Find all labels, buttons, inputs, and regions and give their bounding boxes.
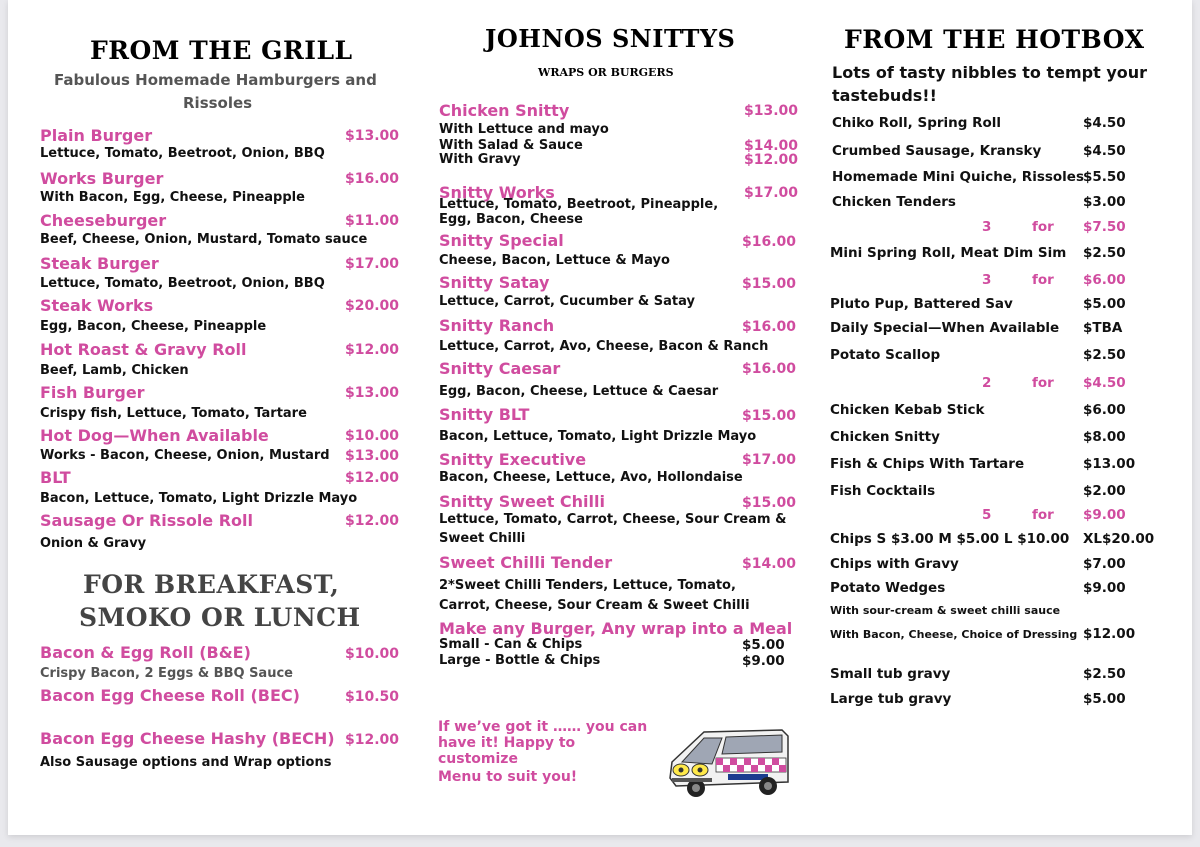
hotbox-item-name: Small tub gravy — [830, 666, 951, 682]
hotbox-item-name: Daily Special—When Available — [830, 320, 1060, 336]
menu-item-name: Bacon Egg Cheese Roll (BEC) — [40, 686, 300, 705]
menu-item-price: $12.00 — [345, 513, 400, 529]
hotbox-item-price: $2.00 — [1083, 483, 1126, 499]
hotbox-item-price: $4.50 — [1083, 115, 1126, 131]
hotbox-item-price: $6.00 — [1083, 402, 1126, 418]
deal-qty: 2 — [982, 375, 992, 391]
deal-word: for — [1032, 272, 1054, 288]
hotbox-item-price: $13.00 — [1083, 456, 1136, 472]
menu-item-name: Chicken Snitty — [439, 101, 570, 120]
menu-item-price: $17.00 — [742, 452, 797, 468]
menu-item-price: $10.50 — [345, 689, 400, 705]
menu-item-price: $12.00 — [345, 470, 400, 486]
hotbox-item-name: Chips with Gravy — [830, 556, 959, 572]
hotbox-item-price: $9.00 — [1083, 580, 1126, 596]
menu-item-name: BLT — [40, 468, 71, 487]
menu-sheet — [8, 0, 1192, 835]
meal-small-price: $5.00 — [742, 637, 785, 653]
customize-note-line1: If we’ve got it …… you can — [438, 719, 648, 735]
hotbox-item-name: Fish Cocktails — [830, 483, 936, 499]
menu-item-name: Steak Burger — [40, 254, 159, 273]
hotbox-item-name: Chiko Roll, Spring Roll — [832, 115, 1002, 131]
menu-item-desc: Crispy Bacon, 2 Eggs & BBQ Sauce — [40, 666, 293, 681]
menu-item-desc: Beef, Cheese, Onion, Mustard, Tomato sauce — [40, 232, 368, 247]
meal-large: Large - Bottle & Chips — [439, 653, 601, 668]
menu-item-desc: Egg, Bacon, Cheese — [439, 212, 583, 227]
menu-item-price: $13.00 — [345, 128, 400, 144]
menu-item-price: $16.00 — [742, 361, 797, 377]
hotbox-item-name: Chips S $3.00 M $5.00 L $10.00 — [830, 531, 1070, 547]
hotbox-item-price: $7.00 — [1083, 556, 1126, 572]
hotbox-item-price: XL$20.00 — [1083, 531, 1155, 547]
menu-item-desc: 2*Sweet Chilli Tenders, Lettuce, Tomato, — [439, 578, 736, 593]
hotbox-intro — [832, 61, 1162, 107]
menu-item-price: $17.00 — [744, 185, 799, 201]
menu-item-desc: Beef, Lamb, Chicken — [40, 363, 189, 378]
deal-word: for — [1032, 219, 1054, 235]
hotbox-item-name: Potato Scallop — [830, 347, 941, 363]
breakfast-title-line2: SMOKO OR LUNCH — [79, 603, 361, 632]
menu-item-price: $13.00 — [345, 385, 400, 401]
menu-item-name: Cheeseburger — [40, 211, 167, 230]
meal-small: Small - Can & Chips — [439, 637, 583, 652]
menu-item-price: $16.00 — [345, 171, 400, 187]
menu-item-desc: Onion & Gravy — [40, 536, 147, 551]
menu-item-desc: Lettuce, Tomato, Beetroot, Pineapple, — [439, 197, 719, 212]
hotbox-item-name: Chicken Snitty — [830, 429, 940, 445]
hotbox-item-price: $2.50 — [1083, 245, 1126, 261]
grill-title: FROM THE GRILL — [90, 36, 353, 65]
deal-price: $4.50 — [1083, 375, 1126, 391]
meal-title: Make any Burger, Any wrap into a Meal — [439, 619, 793, 638]
deal-word: for — [1032, 375, 1054, 391]
menu-item-desc: Also Sausage options and Wrap options — [40, 755, 332, 770]
deal-qty: 3 — [982, 219, 992, 235]
menu-item-desc: Lettuce, Tomato, Beetroot, Onion, BBQ — [40, 276, 325, 291]
hotbox-item-price: $TBA — [1083, 320, 1123, 336]
menu-item-desc: Bacon, Cheese, Lettuce, Avo, Hollondaise — [439, 470, 743, 485]
hotbox-item-price: $4.50 — [1083, 143, 1126, 159]
deal-qty: 3 — [982, 272, 992, 288]
menu-item-desc: With Lettuce and mayo — [439, 122, 609, 137]
menu-item-desc: With Bacon, Egg, Cheese, Pineapple — [40, 190, 305, 205]
menu-item-name: Plain Burger — [40, 126, 153, 145]
hotbox-item-name: With Bacon, Cheese, Choice of Dressing — [830, 628, 1078, 641]
menu-item-price: $20.00 — [345, 298, 400, 314]
menu-item-price: $15.00 — [742, 408, 797, 424]
hotbox-item-price: $8.00 — [1083, 429, 1126, 445]
breakfast-title-line1: FOR BREAKFAST, — [83, 570, 340, 599]
menu-item-desc: Carrot, Cheese, Sour Cream & Sweet Chilli — [439, 598, 750, 613]
menu-item-price: $12.00 — [345, 732, 400, 748]
hotbox-item-name: Homemade Mini Quiche, Rissoles — [832, 169, 1084, 185]
hotbox-item-price: $2.50 — [1083, 666, 1126, 682]
menu-item-price: $15.00 — [742, 495, 797, 511]
menu-item-desc: Crispy fish, Lettuce, Tomato, Tartare — [40, 406, 307, 421]
menu-item-price: $12.00 — [744, 152, 799, 168]
menu-item-price: $15.00 — [742, 276, 797, 292]
menu-item-name: Snitty Works — [439, 183, 555, 202]
menu-item-price: $16.00 — [742, 234, 797, 250]
menu-item-name: Snitty Ranch — [439, 316, 555, 335]
menu-item-price: $13.00 — [345, 448, 400, 464]
menu-item-price: $11.00 — [345, 213, 400, 229]
menu-item-price: $13.00 — [744, 103, 799, 119]
menu-item-name: Hot Roast & Gravy Roll — [40, 340, 247, 359]
deal-qty: 5 — [982, 507, 992, 523]
menu-item-price: $12.00 — [345, 342, 400, 358]
menu-item-name: Snitty Satay — [439, 273, 550, 292]
hotbox-item-name: Potato Wedges — [830, 580, 946, 596]
menu-item-name: Fish Burger — [40, 383, 145, 402]
menu-item-desc: Sweet Chilli — [439, 531, 526, 546]
hotbox-item-name: Chicken Kebab Stick — [830, 402, 985, 418]
hotbox-item-price: $2.50 — [1083, 347, 1126, 363]
deal-price: $7.50 — [1083, 219, 1126, 235]
hotbox-item-name: Chicken Tenders — [832, 194, 956, 210]
menu-item-price: $10.00 — [345, 646, 400, 662]
meal-large-price: $9.00 — [742, 653, 785, 669]
menu-item-price: $16.00 — [742, 319, 797, 335]
menu-item-desc: Works - Bacon, Cheese, Onion, Mustard — [40, 448, 330, 463]
hotbox-item-price: $5.50 — [1083, 169, 1126, 185]
hotbox-item-price: $5.00 — [1083, 296, 1126, 312]
menu-item-name: Snitty Special — [439, 231, 564, 250]
hotbox-item-price: $3.00 — [1083, 194, 1126, 210]
menu-item-desc: Egg, Bacon, Cheese, Lettuce & Caesar — [439, 384, 719, 399]
hotbox-intro-line2: tastebuds!! — [832, 86, 937, 105]
snittys-subtitle: WRAPS OR BURGERS — [538, 66, 674, 79]
deal-word: for — [1032, 507, 1054, 523]
customize-note — [438, 719, 668, 785]
menu-item-desc: Lettuce, Tomato, Carrot, Cheese, Sour Cream & — [439, 512, 787, 527]
snittys-title: JOHNOS SNITTYS — [485, 24, 736, 53]
menu-item-name: Sausage Or Rissole Roll — [40, 511, 253, 530]
menu-item-desc: Bacon, Lettuce, Tomato, Light Drizzle Mayo — [40, 491, 358, 506]
menu-item-name: Bacon Egg Cheese Hashy (BECH) — [40, 729, 335, 748]
menu-item-desc: Cheese, Bacon, Lettuce & Mayo — [439, 253, 670, 268]
menu-item-name: Sweet Chilli Tender — [439, 553, 613, 572]
menu-item-name: Snitty Caesar — [439, 359, 561, 378]
menu-item-name: Works Burger — [40, 169, 164, 188]
hotbox-item-price: $5.00 — [1083, 691, 1126, 707]
menu-item-price: $17.00 — [345, 256, 400, 272]
hotbox-item-name: Mini Spring Roll, Meat Dim Sim — [830, 245, 1067, 261]
deal-price: $9.00 — [1083, 507, 1126, 523]
menu-item-name: Steak Works — [40, 296, 154, 315]
hotbox-item-name: Crumbed Sausage, Kransky — [832, 143, 1042, 159]
customize-note-line4: Menu to suit you! — [438, 769, 578, 785]
hotbox-item-name: Fish & Chips With Tartare — [830, 456, 1025, 472]
menu-item-price: $14.00 — [742, 556, 797, 572]
menu-item-desc: With Salad & Sauce — [439, 138, 583, 153]
hotbox-item-name: With sour-cream & sweet chilli sauce — [830, 604, 1061, 617]
menu-item-desc: Egg, Bacon, Cheese, Pineapple — [40, 319, 267, 334]
menu-item-price: $10.00 — [345, 428, 400, 444]
hotbox-title: FROM THE HOTBOX — [844, 25, 1145, 54]
customize-note-line2: have it! Happy to — [438, 735, 576, 751]
menu-item-desc: Lettuce, Tomato, Beetroot, Onion, BBQ — [40, 146, 325, 161]
menu-item-name: Snitty BLT — [439, 405, 530, 424]
hotbox-item-name: Pluto Pup, Battered Sav — [830, 296, 1013, 312]
hotbox-item-price: $12.00 — [1083, 626, 1136, 642]
menu-item-desc: Lettuce, Carrot, Cucumber & Satay — [439, 294, 695, 309]
menu-item-desc: With Gravy — [439, 152, 521, 167]
menu-item-desc: Bacon, Lettuce, Tomato, Light Drizzle Mayo — [439, 429, 757, 444]
menu-item-name: Bacon & Egg Roll (B&E) — [40, 643, 251, 662]
deal-price: $6.00 — [1083, 272, 1126, 288]
grill-subtitle-line2: Rissoles — [183, 94, 253, 112]
hotbox-item-name: Large tub gravy — [830, 691, 952, 707]
menu-item-name: Snitty Executive — [439, 450, 587, 469]
menu-item-price: $14.00 — [744, 138, 799, 154]
grill-subtitle-line1: Fabulous Homemade Hamburgers and — [54, 71, 377, 89]
van-icon — [664, 722, 794, 802]
customize-note-line3: customize — [438, 751, 518, 767]
menu-item-desc: Lettuce, Carrot, Avo, Cheese, Bacon & Ranch — [439, 339, 769, 354]
hotbox-intro-line1: Lots of tasty nibbles to tempt your — [832, 63, 1148, 82]
menu-item-name: Snitty Sweet Chilli — [439, 492, 605, 511]
menu-item-name: Hot Dog—When Available — [40, 426, 269, 445]
